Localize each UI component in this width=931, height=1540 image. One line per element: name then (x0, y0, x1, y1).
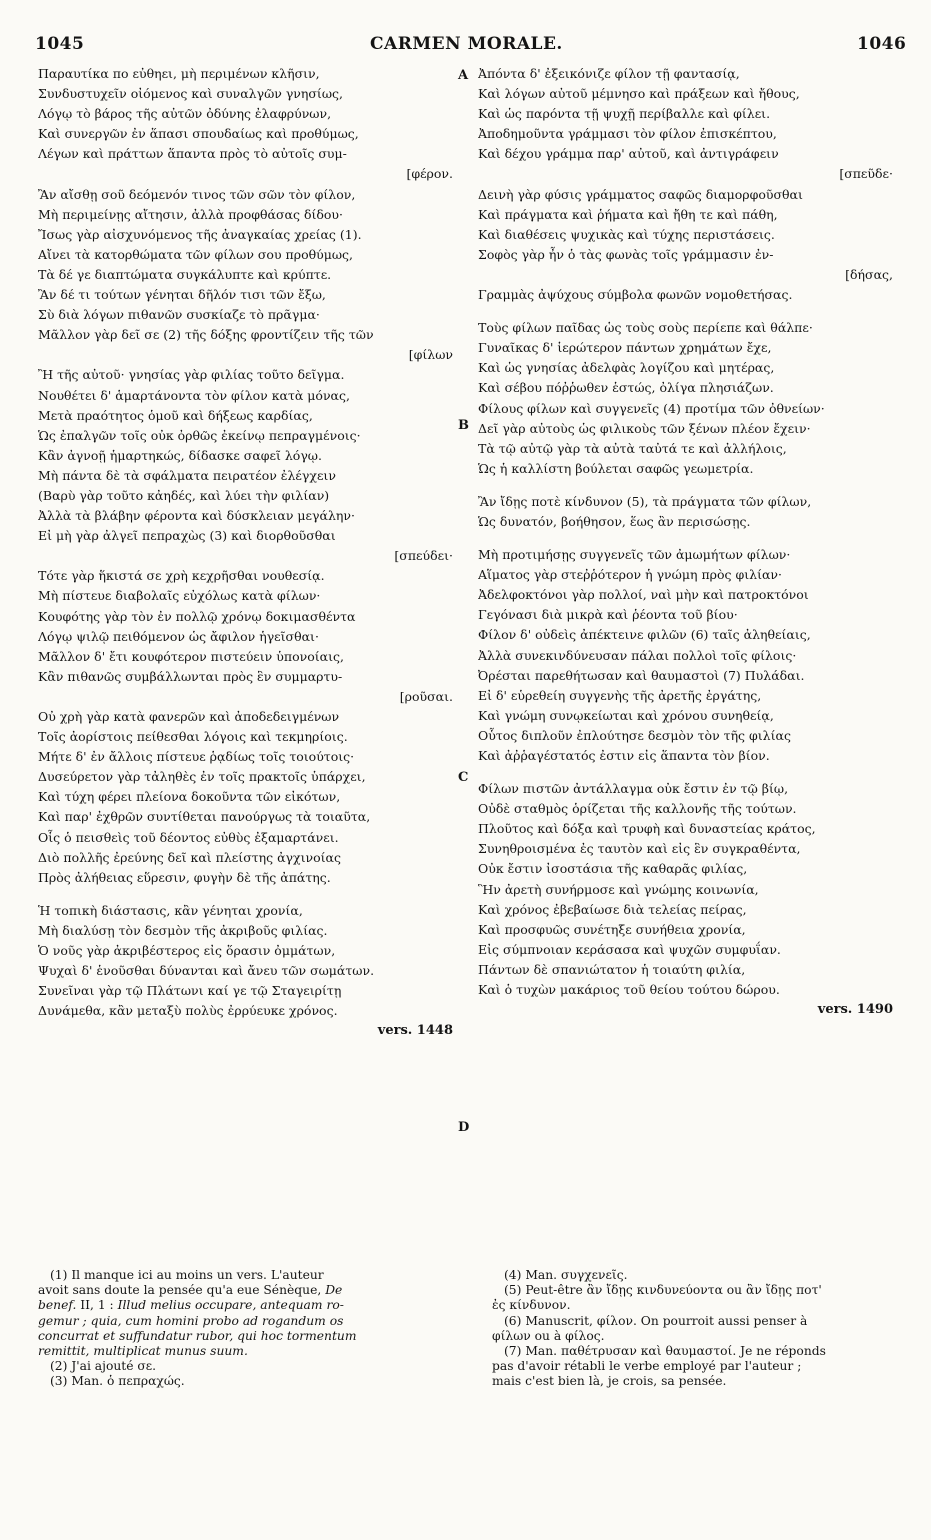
verse-line: Ὡς ἡ καλλίστη βούλεται σαφῶς γεωμετρία. (478, 460, 754, 476)
footnote-3: (3) Man. ὁ πεπραχώς. (50, 1374, 185, 1389)
footnote-5: (5) Peut-être ἂν ἴδῃς κινδυνεύοντα ou ἂν ἴδῃς ποτ' (504, 1283, 822, 1298)
left-verse-column (38, 64, 453, 1042)
verse-line: Οὐδὲ σταθμὸς ὁρίζεται τῆς καλλονῆς τῆς τούτων. (478, 801, 797, 817)
verse-line: Λόγῳ ψιλῷ πειθόμενον ὡς ἄφιλον ἡγεῖσθαι· (38, 628, 319, 644)
verse-line: Καὶ παρ' ἐχθρῶν συντίθεται πανούργως τὰ τοιαῦτα, (38, 809, 371, 825)
stanza-gap (478, 305, 893, 318)
verse-line: Δυσεύρετον γὰρ τἀληθὲς ἐν τοῖς πρακτοῖς ὑπάρχει, (38, 769, 366, 785)
footnotes-right (492, 1268, 902, 1390)
verse-line: Αἵματος γὰρ στεῤῥότερον ἡ γνώμη πρὸς φιλίαν· (478, 567, 782, 583)
stanza (478, 492, 893, 532)
footnote-quote: gemur ; quia, cum homini probo ad rogandum os (38, 1313, 344, 1328)
stanza (38, 566, 453, 707)
stanza (38, 365, 453, 566)
verse-line: Κουφότης γὰρ τὸν ἐν πολλῷ χρόνῳ δοκιμασθέντα (38, 608, 356, 624)
verse-line: Εἰ δ' εὑρεθείη συγγενὴς τῆς ἀρετῆς ἐργάτης, (478, 687, 762, 703)
footnote-quote: Illud melius occupare, antequam ro- (117, 1298, 344, 1313)
verse-line: Παραυτίκα πο εὐθηει, μὴ περιμένων κλῆσιν, (38, 66, 320, 81)
verse-line: Σοφὸς γὰρ ἦν ὁ τὰς φωνὰς τοῖς γράμμασιν ἐν- (478, 246, 774, 262)
verse-continuation: [ροῦσαι. (399, 688, 453, 704)
verse-line: Μὴ περιμείνῃς αἴτησιν, ἀλλὰ προφθάσας δίδου· (38, 206, 343, 222)
footnote-1-cont (38, 1298, 458, 1313)
footnote-citation: De (325, 1283, 343, 1298)
verse-line: Τοῖς ἀορίστοις πείθεσθαι λόγοις καὶ τεκμηρίοις. (38, 729, 348, 745)
verse-line: Φίλον δ' οὐδεὶς ἀπέκτεινε φιλῶν (6) ταῖς ἀληθείαις, (478, 627, 811, 643)
verse-line: Καὶ ὡς παρόντα τῇ ψυχῇ περίβαλλε καὶ φίλει. (478, 106, 771, 122)
verse-line: Μὴ προτιμήσῃς συγγενεῖς τῶν ἀμωμήτων φίλων· (478, 547, 791, 563)
verse-line: Κἂν ἀγνοῇ ἡμαρτηκώς, δίδασκε σαφεῖ λόγῳ. (38, 447, 322, 463)
verse-line: Ὁ νοῦς γὰρ ἀκριβέστερος εἰς ὅρασιν ὀμμάτων, (38, 943, 336, 959)
footnote-2: (2) J'ai ajouté σε. (50, 1359, 157, 1374)
stanza (478, 545, 893, 766)
verse-line: Ἴσως γὰρ αἰσχυνόμενος τῆς ἀναγκαίας χρείας (1). (38, 226, 362, 242)
verse-line: Καὶ συνεργῶν ἐν ἅπασι σπουδαίως καὶ προθύμως, (38, 126, 359, 142)
verse-line: Καὶ χρόνος ἐβεβαίωσε διὰ τελείας πείρας, (478, 901, 747, 917)
footnote-quote: concurrat et suffundatur rubor, qui hoc tormentum (38, 1328, 357, 1343)
verse-line: Κἂν πιθανῶς συμβάλλωνται πρὸς ἓν συμμαρτυ- (38, 668, 343, 684)
section-marker-c: C (458, 770, 469, 785)
stanza-gap (478, 532, 893, 545)
verse-line: Λόγῳ τὸ βάρος τῆς αὐτῶν ὀδύνης ἐλαφρύνων, (38, 106, 332, 122)
footnote-7-cont: mais c'est bien là, je crois, sa pensée. (492, 1374, 727, 1389)
verse-line: Διὸ πολλῆς ἐρεύνης δεῖ καὶ πλείστης ἀγχινοίας (38, 849, 341, 865)
verse-line: Ἂν ἴδῃς ποτὲ κίνδυνον (5), τὰ πράγματα τῶν φίλων, (478, 493, 812, 509)
verse-line: Μετὰ πραότητος ὁμοῦ καὶ δήξεως καρδίας, (38, 407, 313, 423)
footnote-7-cont: pas d'avoir rétabli le verbe employé par l'auteur ; (492, 1359, 802, 1374)
footnote-1 (38, 1268, 458, 1283)
verse-line: Ὡς ἐπαλγῶν τοῖς οὐκ ὀρθῶς ἐκείνῳ πεπραγμένοις· (38, 427, 361, 443)
verse-line: Ἢ τῆς αὐτοῦ· γνησίας γὰρ φιλίας τοῦτο δεῖγμα. (38, 367, 345, 383)
verse-line: Ἂν δέ τι τούτων γένηται δῆλόν τισι τῶν ἔξω, (38, 287, 326, 303)
verse-line: Φίλους φίλων καὶ συγγενεῖς (4) προτίμα τῶν ὀθνείων· (478, 400, 825, 416)
verse-continuation: [φέρον. (406, 166, 453, 182)
footnote-text: avoit sans doute la pensée qu'a eue Sénèque, (38, 1283, 322, 1298)
verse-line: Ἀλλὰ τὰ βλάβην φέροντα καὶ δύσκλειαν μεγάλην· (38, 508, 355, 524)
verse-line: Ὡς δυνατόν, βοήθησον, ἕως ἂν περισώσῃς. (478, 513, 751, 529)
right-page-number: 1046 (857, 34, 907, 54)
verse-line: Τότε γὰρ ἥκιστά σε χρὴ κεχρῆσθαι νουθεσίᾳ. (38, 568, 325, 584)
verse-line: Ἀποδημοῦντα γράμμασι τὸν φίλον ἐπισκέπτου, (478, 126, 777, 142)
footnote-6: (6) Manuscrit, φίλον. On pourroit aussi penser à (504, 1313, 808, 1328)
footnote-7: (7) Man. παθέτρυσαν καὶ θαυμαστοί. Je ne réponds (504, 1344, 826, 1359)
verse-line: Πλοῦτος καὶ δόξα καὶ τρυφὴ καὶ δυναστείας κράτος, (478, 821, 816, 837)
verse-line: Ἡ τοπικὴ διάστασις, κἂν γένηται χρονία, (38, 902, 303, 918)
verse-line: Καὶ δέχου γράμμα παρ' αὐτοῦ, καὶ ἀντιγράφειν (478, 146, 779, 162)
verse-line: Μὴ πίστευε διαβολαῖς εὐχόλως κατὰ φίλων· (38, 588, 321, 604)
verse-line: Ἀπόντα δ' ἐξεικόνιζε φίλον τῇ φαντασίᾳ, (478, 66, 740, 81)
verse-line: Συνδυστυχεῖν οἰόμενος καὶ συναλγῶν γνησίως, (38, 86, 343, 102)
verse-line: Νουθέτει δ' ἁμαρτάνοντα τὸν φίλον κατὰ μόνας, (38, 387, 350, 403)
verse-line: Καὶ ἀῤῥαγέστατός ἐστιν εἰς ἅπαντα τὸν βίον. (478, 748, 770, 763)
verse-count-right: vers. 1490 (817, 1002, 893, 1018)
verse-line: Καὶ ὁ τυχὼν μακάριος τοῦ θείου τούτου δώρου. (478, 982, 780, 998)
stanza (38, 901, 453, 1022)
verse-line: Ἀλλὰ συνεκινδύνευσαν πάλαι πολλοὶ τοῖς φίλοις· (478, 647, 797, 663)
footnote-1-cont (38, 1283, 458, 1298)
verse-line: Ὀρέσται παρεθήτωσαν καὶ θαυμαστοὶ (7) Πυλάδαι. (478, 667, 805, 683)
verse-line: Εἰς σύμπνοιαν κεράσασα καὶ ψυχῶν συμφυΐαν. (478, 941, 781, 957)
verse-line: Οὗτος διπλοῦν ἐπλούτησε δεσμὸν τὸν τῆς φιλίας (478, 727, 791, 743)
verse-line: Λέγων καὶ πράττων ἅπαντα πρὸς τὸ αὐτοῖς συμ- (38, 146, 347, 162)
stanza-gap (478, 479, 893, 492)
verse-line: Συνεῖναι γὰρ τῷ Πλάτωνι καί γε τῷ Σταγειρίτῃ (38, 983, 342, 999)
footnote-6-cont: φίλων ou à φίλος. (492, 1328, 605, 1343)
footnote-text: II, 1 : (80, 1298, 114, 1313)
section-marker-d: D (458, 1120, 470, 1135)
verse-line: Ἂν αἴσθῃ σοῦ δεόμενόν τινος τῶν σῶν τὸν φίλον, (38, 186, 356, 202)
left-page-number: 1045 (35, 34, 85, 54)
verse-line: Καὶ προσφυῶς συνέτηξε συνήθεια χρονία, (478, 921, 746, 937)
verse-line: Καὶ λόγων αὐτοῦ μέμνησο καὶ πράξεων καὶ ἤθους, (478, 86, 800, 102)
stanza (478, 185, 893, 306)
verse-line: Τὰ δέ γε διαπτώματα συγκάλυπτε καὶ κρύπτε. (38, 266, 332, 282)
right-verse-column (478, 64, 893, 1020)
verse-line: Μὴ διαλύσῃ τὸν δεσμὸν τῆς ἀκριβοῦς φιλίας. (38, 922, 328, 938)
verse-line: Δυνάμεθα, κἂν μεταξὺ πολὺς ἐρρύευκε χρόνος. (38, 1003, 338, 1019)
verse-line: Καὶ διαθέσεις ψυχικὰς καὶ τύχης περιστάσεις. (478, 226, 775, 242)
verse-line: Μὴ πάντα δὲ τὰ σφάλματα πειρατέον ἐλέγχειν (38, 467, 336, 483)
verse-line: Μᾶλλον γὰρ δεῖ σε (2) τῆς δόξης φροντίζειν τῆς τῶν (38, 327, 374, 343)
verse-line: Σὺ διὰ λόγων πιθανῶν συσκίαζε τὸ πρᾶγμα· (38, 307, 320, 323)
verse-line: Φίλων πιστῶν ἀντάλλαγμα οὐκ ἔστιν ἐν τῷ βίῳ, (478, 781, 789, 797)
footnote-5-cont: ἐς κίνδυνον. (492, 1298, 571, 1313)
section-marker-a: A (458, 68, 469, 83)
footnote-quote: remittit, multiplicat munus suum. (38, 1344, 248, 1359)
verse-continuation: [σπεύδει· (394, 548, 453, 564)
verse-line: Καὶ σέβου πόῤῥωθεν ἑστώς, ὀλίγα πλησιάζων. (478, 380, 774, 396)
footnotes-left (38, 1268, 458, 1390)
footnote-4: (4) Man. συγχενεῖς. (504, 1268, 628, 1282)
verse-continuation: [σπεῦδε· (839, 166, 893, 182)
section-marker-b: B (458, 418, 469, 433)
verse-line: Μᾶλλον δ' ἔτι κουφότερον πιστεύειν ὑπονοίαις, (38, 648, 344, 664)
stanza (38, 64, 453, 185)
running-title: CARMEN MORALE. (370, 34, 563, 54)
stanza (38, 707, 453, 888)
verse-line: (Βαρὺ γὰρ τοῦτο κἀηδές, καὶ λύει τὴν φιλίαν) (38, 487, 330, 503)
stanza-gap (38, 888, 453, 901)
verse-line: Αἴνει τὰ κατορθώματα τῶν φίλων σου προθύμως, (38, 246, 354, 262)
verse-line: Γεγόνασι διὰ μικρὰ καὶ ῥέοντα τοῦ βίου· (478, 607, 738, 623)
verse-line: Μήτε δ' ἐν ἄλλοις πίστευε ῥᾳδίως τοῖς τοιούτοις· (38, 749, 355, 765)
verse-line: Ψυχαὶ δ' ἑνοῦσθαι δύνανται καὶ ἄνευ τῶν σωμάτων. (38, 963, 375, 979)
verse-line: Οὐ χρὴ γὰρ κατὰ φανερῶν καὶ ἀποδεδειγμένων (38, 709, 340, 724)
verse-line: Ἣν ἀρετὴ συνήρμοσε καὶ γνώμης κοινωνία, (478, 881, 759, 897)
footnote-text: (1) Il manque ici au moins un vers. L'auteur (50, 1268, 324, 1282)
verse-continuation: [φίλων (408, 347, 453, 363)
verse-line: Πάντων δὲ σπανιώτατον ἡ τοιαύτη φιλία, (478, 961, 746, 977)
footnote-citation: benef. (38, 1298, 77, 1313)
verse-line: Καὶ τύχη φέρει πλείονα δοκοῦντα τῶν εἰκότων, (38, 789, 341, 805)
verse-line: Πρὸς ἀλήθειας εὕρεσιν, φυγὴν δὲ τῆς ἀπάτης. (38, 869, 331, 885)
stanza (478, 318, 893, 479)
verse-line: Γραμμὰς ἀψύχους σύμβολα φωνῶν νομοθετήσας. (478, 287, 793, 303)
verse-line: Οἷς ὁ πεισθεὶς τοῦ δέοντος εὐθὺς ἐξαμαρτάνει. (38, 829, 339, 845)
verse-line: Τὰ τῷ αὐτῷ γὰρ τὰ αὐτὰ ταὐτά τε καὶ ἀλλήλοις, (478, 440, 787, 456)
verse-line: Δεινὴ γὰρ φύσις γράμματος σαφῶς διαμορφοῦσθαι (478, 186, 803, 202)
verse-line: Ἀδελφοκτόνοι γὰρ πολλοί, ναὶ μὴν καὶ πατροκτόνοι (478, 587, 809, 603)
verse-line: Καὶ πράγματα καὶ ῥήματα καὶ ἤθη τε καὶ πάθη, (478, 206, 778, 222)
verse-line: Εἰ μὴ γὰρ ἀλγεῖ πεπραχὼς (3) καὶ διορθοῦσθαι (38, 528, 336, 544)
verse-line: Συνηθροισμένα ἐς ταυτὸν καὶ εἰς ἓν συγκραθέντα, (478, 841, 801, 857)
verse-count-left: vers. 1448 (377, 1023, 453, 1039)
verse-line: Καὶ γνώμη συνῳκείωται καὶ χρόνου συνηθείᾳ, (478, 707, 774, 723)
verse-line: Καὶ ὡς γνησίας ἀδελφὰς λογίζου καὶ μητέρας, (478, 360, 775, 376)
stanza (38, 185, 453, 366)
verse-line: Οὐκ ἔστιν ἰσοστάσια τῆς καθαρᾶς φιλίας, (478, 861, 748, 877)
verse-line: Δεῖ γὰρ αὐτοὺς ὡς φιλικοὺς τῶν ξένων πλέον ἔχειν· (478, 420, 811, 436)
verse-line: Τοὺς φίλων παῖδας ὡς τοὺς σοὺς περίεπε καὶ θάλπε· (478, 320, 813, 336)
stanza (478, 779, 893, 1000)
stanza (478, 64, 893, 185)
verse-continuation: [δήσας, (845, 266, 893, 282)
verse-line: Γυναῖκας δ' ἱερώτερον πάντων χρημάτων ἔχε, (478, 340, 772, 356)
stanza-gap (478, 766, 893, 779)
